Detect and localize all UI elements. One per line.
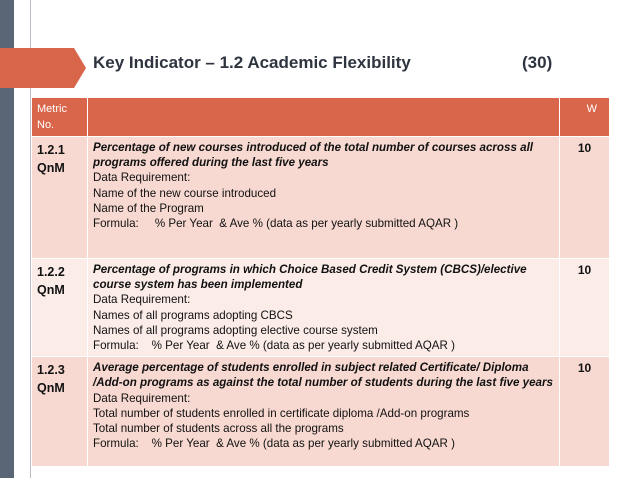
requirement-line: Name of the new course introduced bbox=[93, 186, 277, 200]
description-cell bbox=[88, 259, 560, 357]
header-metric: Metric No. bbox=[32, 98, 88, 137]
weight-cell: 10 bbox=[560, 137, 610, 259]
data-requirement-label: Data Requirement: bbox=[93, 171, 191, 185]
formula-line: Formula: % Per Year & Ave % (data as per yearly submitted AQAR ) bbox=[93, 217, 459, 231]
header-description bbox=[88, 98, 560, 137]
title-band-tip bbox=[74, 48, 86, 88]
metric-type: QnM bbox=[37, 283, 65, 297]
table-row bbox=[32, 137, 610, 259]
metric-code: 1.2.3 bbox=[37, 363, 65, 378]
metric-cell bbox=[32, 357, 88, 467]
slide-title: Key Indicator – 1.2 Academic Flexibility bbox=[93, 53, 411, 72]
metric-question: Percentage of programs in which Choice Based Credit System (CBCS)/elective course system has been implemented bbox=[93, 263, 527, 292]
requirement-line: Total number of students across all the programs bbox=[93, 422, 344, 436]
description-cell bbox=[88, 357, 560, 467]
metric-cell bbox=[32, 137, 88, 259]
data-requirement-label: Data Requirement: bbox=[93, 293, 191, 307]
requirement-line: Total number of students enrolled in certificate diploma /Add-on programs bbox=[93, 406, 470, 420]
table-header-row bbox=[32, 98, 610, 137]
requirement-line: Name of the Program bbox=[93, 201, 204, 215]
formula-line: Formula: % Per Year & Ave % (data as per yearly submitted AQAR ) bbox=[93, 437, 455, 451]
weight-cell: 10 bbox=[560, 259, 610, 357]
metric-code: 1.2.1 bbox=[37, 143, 65, 157]
data-requirement-label: Data Requirement: bbox=[93, 391, 191, 405]
metric-cell bbox=[32, 259, 88, 357]
table-row bbox=[32, 259, 610, 357]
weight-cell: 10 bbox=[560, 357, 610, 467]
header-weight: W bbox=[560, 98, 610, 137]
metric-type: QnM bbox=[37, 381, 65, 396]
formula-line: Formula: % Per Year & Ave % (data as per yearly submitted AQAR ) bbox=[93, 339, 455, 353]
metric-question: Average percentage of students enrolled in subject related Certificate/ Diploma /Add-on programs as against the total number of students during the last five years bbox=[93, 361, 553, 390]
metric-code: 1.2.2 bbox=[37, 265, 65, 279]
requirement-line: Names of all programs adopting elective course system bbox=[93, 323, 378, 337]
description-cell bbox=[88, 137, 560, 259]
metric-type: QnM bbox=[37, 161, 65, 175]
requirement-line: Names of all programs adopting CBCS bbox=[93, 308, 293, 322]
table-row bbox=[32, 357, 610, 467]
title-band bbox=[0, 48, 74, 88]
slide-marks: (30) bbox=[522, 53, 553, 72]
metric-question: Percentage of new courses introduced of the total number of courses across all programs offered during the last five years bbox=[93, 141, 534, 170]
indicator-table bbox=[31, 97, 610, 467]
